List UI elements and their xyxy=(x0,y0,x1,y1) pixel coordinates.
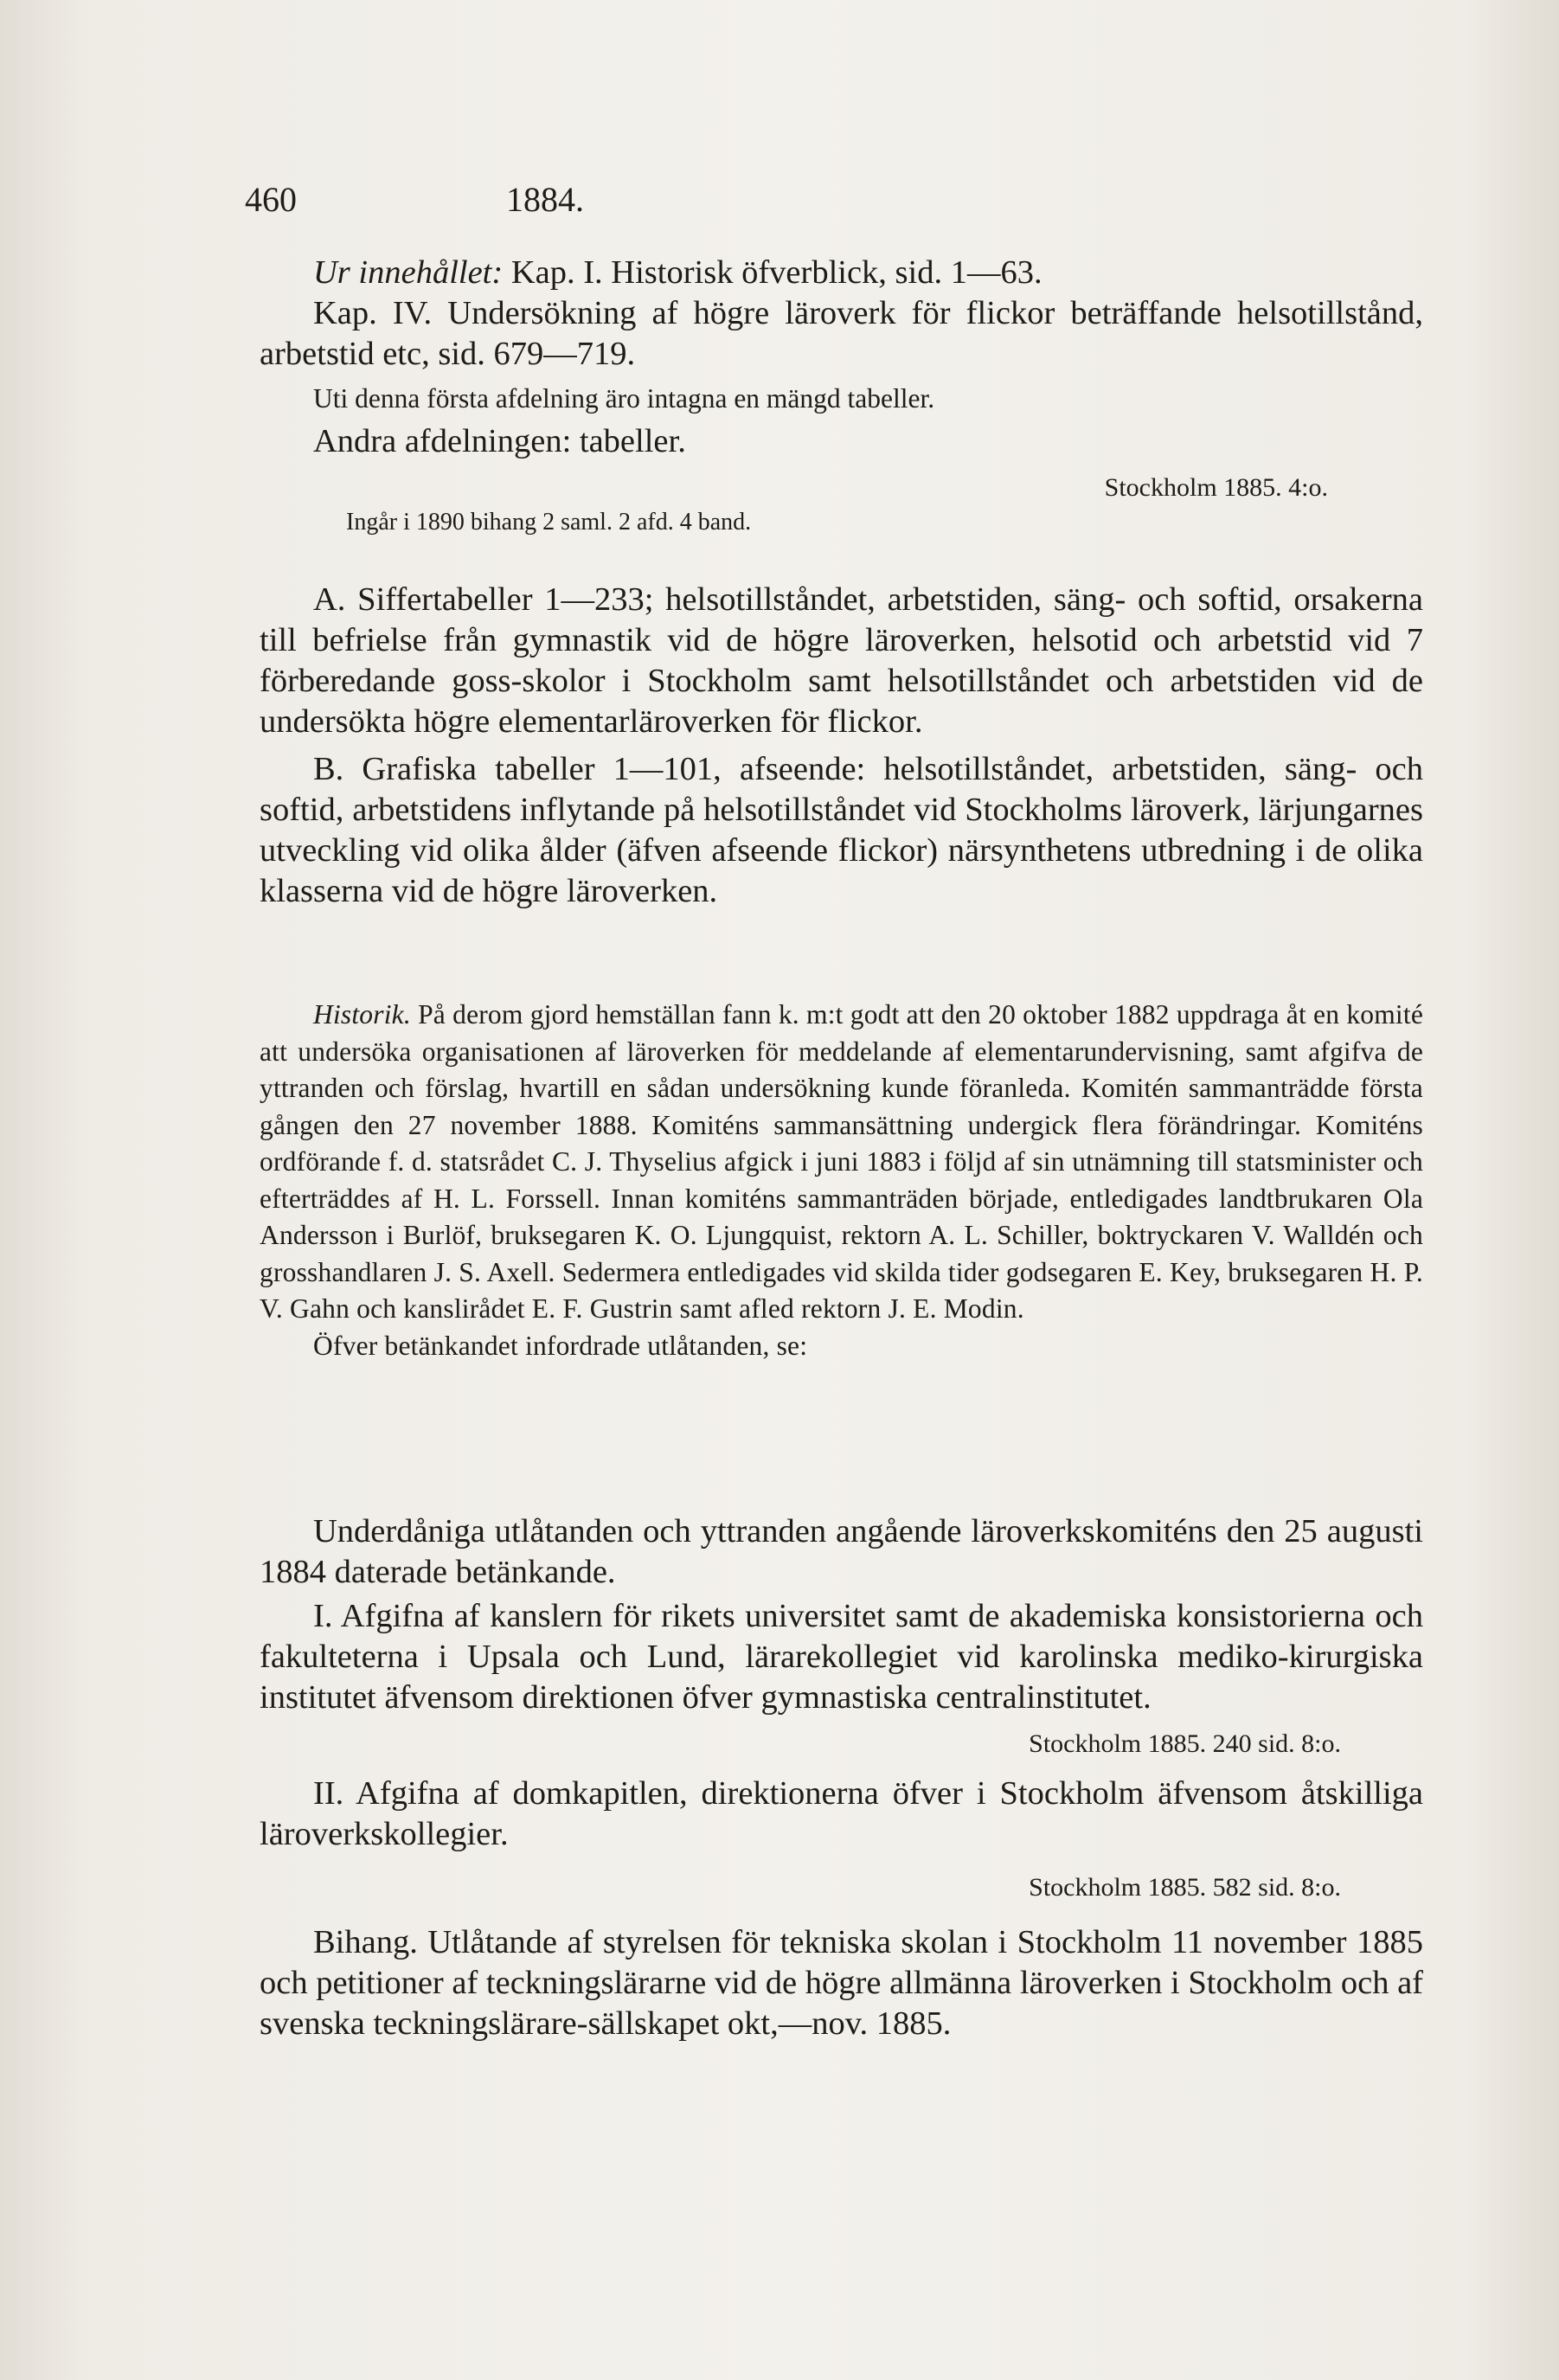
page-year-heading: 1884. xyxy=(506,180,584,219)
contents-second-part: Andra afdelningen: tabeller. xyxy=(313,423,686,459)
page-number: 460 xyxy=(245,180,297,219)
statement-item-1-publication: Stockholm 1885. 240 sid. 8:o. xyxy=(1029,1729,1341,1758)
contents-publication-info: Stockholm 1885. 4:o. xyxy=(1104,473,1328,502)
contents-block xyxy=(260,253,1423,538)
appendix-paragraph: Bihang. Utlåtande af styrelsen för tekniska skolan i Stockholm 11 november 1885 och petitioner af teckningslärarne vid de högre allmänna läroverken i Stockholm och af svenska teckningslärare-sällskapet okt,—nov. 1885. xyxy=(260,1924,1423,2042)
contents-chapter-1: Kap. I. Historisk öfverblick, sid. 1—63. xyxy=(510,254,1043,291)
section-a-numeric-tables: A. Siffertabeller 1—233; helsotillståndet, arbetstiden, säng- och softid, orsakerna till befrielse från gymnastik vid de högre läroverken, helsotid och arbetstid vid 7 förberedande goss-skolor i Stockholm samt helsotillståndet och arbetstiden vid de undersökta högre elementarläroverken för flickor. xyxy=(260,581,1423,740)
statement-item-2-publication: Stockholm 1885. 582 sid. 8:o. xyxy=(1029,1873,1341,1902)
section-b-graphic-tables: B. Grafiska tabeller 1—101, afseende: helsotillståndet, arbetstiden, säng- och softid, arbetstidens inflytande på helsotillståndet vid Stockholms läroverk, lärjungarnes utveckling vid olika ålder (äfven afseende flickor) närsynthetens utbredning i de olika klasserna vid de högre läroverken. xyxy=(260,751,1423,909)
history-followup: Öfver betänkandet infordrade utlåtanden, se: xyxy=(313,1330,808,1361)
statements-block xyxy=(260,1511,1423,2044)
contents-line-1 xyxy=(260,253,1423,293)
history-block xyxy=(260,997,1423,1364)
history-label: Historik. xyxy=(313,999,411,1030)
contents-first-part-note: Uti denna första afdelning äro intagna en mängd tabeller. xyxy=(313,383,935,414)
statement-item-2: II. Afgifna af domkapitlen, direktionerna öfver i Stockholm äfvensom åtskilliga läroverkskollegier. xyxy=(260,1775,1423,1852)
contents-label: Ur innehållet: xyxy=(313,254,504,291)
tables-sections xyxy=(260,580,1423,912)
contents-chapter-4: Kap. IV. Undersökning af högre läroverk för flickor beträffande helsotillstånd, arbetstid etc, sid. 679—719. xyxy=(260,295,1423,372)
contents-included-note: Ingår i 1890 bihang 2 saml. 2 afd. 4 band. xyxy=(346,509,752,536)
statements-title: Underdåniga utlåtanden och yttranden angående läroverkskomiténs den 25 augusti 1884 daterade betänkande. xyxy=(260,1513,1423,1590)
history-paragraph xyxy=(260,997,1423,1328)
statement-item-1: I. Afgifna af kanslern för rikets universitet samt de akademiska konsistorierna och fakulteterna i Upsala och Lund, lärarekollegiet vid karolinska mediko-kirurgiska institutet äfvensom direktionen öfver gymnastiska centralinstitutet. xyxy=(260,1598,1423,1716)
history-text: På derom gjord hemställan fann k. m:t godt att den 20 oktober 1882 uppdraga åt en komité att undersöka organisationen af läroverken för meddelande af elementarundervisning, samt afgifva de yttranden och förslag, hvartill en sådan undersökning kunde föranleda. Komitén sammanträdde första gången den 27 november 1888. Komiténs sammansättning undergick flera förändringar. Komiténs ordförande f. d. statsrådet C. J. Thyselius afgick i juni 1883 i följd af sin utnämning till statsminister och efterträddes af H. L. Forssell. Innan komiténs sammanträden började, entledigades landtbrukaren Ola Andersson i Burlöf, bruksegaren K. O. Ljungquist, rektorn A. L. Schiller, boktryckaren V. Walldén och grosshandlaren J. S. Axell. Sedermera entledigades vid skilda tider godsegaren E. Key, bruksegaren H. P. V. Gahn och kanslirådet E. F. Gustrin samt afled rektorn J. E. Modin. xyxy=(260,999,1424,1324)
